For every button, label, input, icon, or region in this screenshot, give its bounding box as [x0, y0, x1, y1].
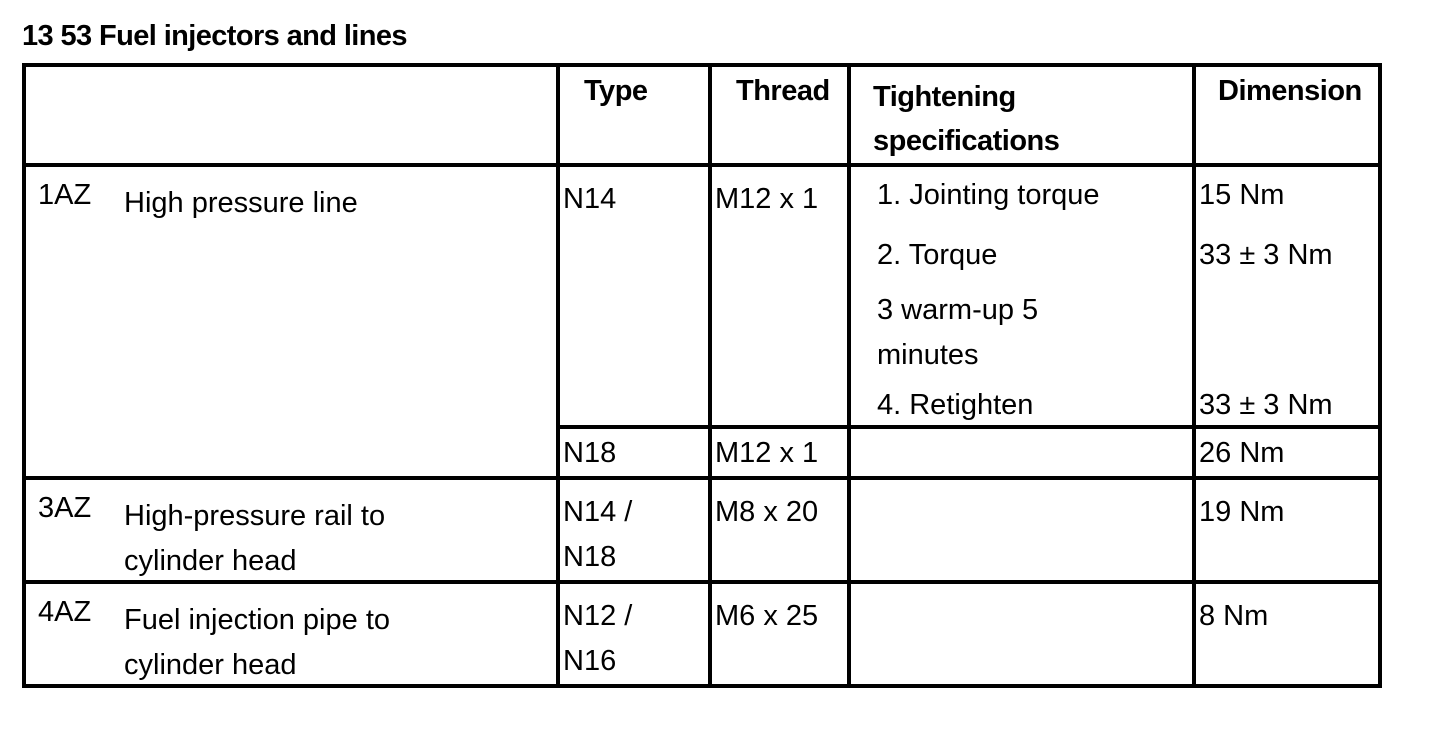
item-code: 4AZ	[38, 596, 92, 628]
item-cell-1az	[24, 165, 558, 478]
item-cell-3az	[24, 478, 558, 582]
thread-cell: M12 x 1	[710, 427, 849, 478]
tightening-step: 4. Retighten	[877, 389, 1034, 421]
fuel-injectors-table	[22, 63, 1382, 688]
header-blank	[24, 65, 558, 165]
dimension-cell: 26 Nm	[1194, 427, 1380, 478]
header-tightening-line1: Tightening	[873, 81, 1016, 113]
dimension-cell: 8 Nm	[1194, 582, 1380, 686]
tightening-step: 3 warm-up 5 minutes	[877, 294, 1039, 371]
dimension-value: 33 ± 3 Nm	[1199, 389, 1333, 421]
dimension-value: 33 ± 3 Nm	[1199, 239, 1333, 271]
type-cell: N14	[558, 165, 710, 427]
type-line: N14 /	[563, 496, 633, 528]
thread-cell: M12 x 1	[710, 165, 849, 427]
dimension-cell: 19 Nm	[1194, 478, 1380, 582]
thread-cell: M6 x 25	[710, 582, 849, 686]
tightening-step: 2. Torque	[877, 239, 998, 271]
header-tightening-line2: specifications	[873, 125, 1060, 157]
type-line: N18	[563, 541, 617, 573]
tightening-spec-cell	[849, 582, 1194, 686]
table-row	[24, 165, 1380, 427]
tightening-steps-cell	[849, 165, 1194, 427]
dimension-cell	[1194, 165, 1380, 427]
type-cell	[558, 582, 710, 686]
item-description: Fuel injection pipe to cylinder head	[124, 604, 390, 681]
page-title: 13 53 Fuel injectors and lines	[22, 20, 407, 52]
thread-cell: M8 x 20	[710, 478, 849, 582]
type-cell	[558, 478, 710, 582]
header-tightening-specifications	[849, 65, 1194, 165]
table-header-row	[24, 65, 1380, 165]
tightening-spec-cell	[849, 478, 1194, 582]
type-line: N16	[563, 645, 617, 677]
header-type: Type	[558, 65, 710, 165]
item-cell-4az	[24, 582, 558, 686]
tightening-step: 1. Jointing torque	[877, 179, 1100, 211]
item-description: High-pressure rail to cylinder head	[124, 500, 386, 577]
item-code: 1AZ	[38, 179, 92, 211]
tightening-spec-cell	[849, 427, 1194, 478]
dimension-value: 15 Nm	[1199, 179, 1285, 211]
type-line: N12 /	[563, 600, 633, 632]
table-row	[24, 478, 1380, 582]
header-thread: Thread	[710, 65, 849, 165]
table-row	[24, 582, 1380, 686]
item-description: High pressure line	[124, 187, 358, 219]
type-cell: N18	[558, 427, 710, 478]
item-code: 3AZ	[38, 492, 92, 524]
header-dimension: Dimension	[1194, 65, 1380, 165]
